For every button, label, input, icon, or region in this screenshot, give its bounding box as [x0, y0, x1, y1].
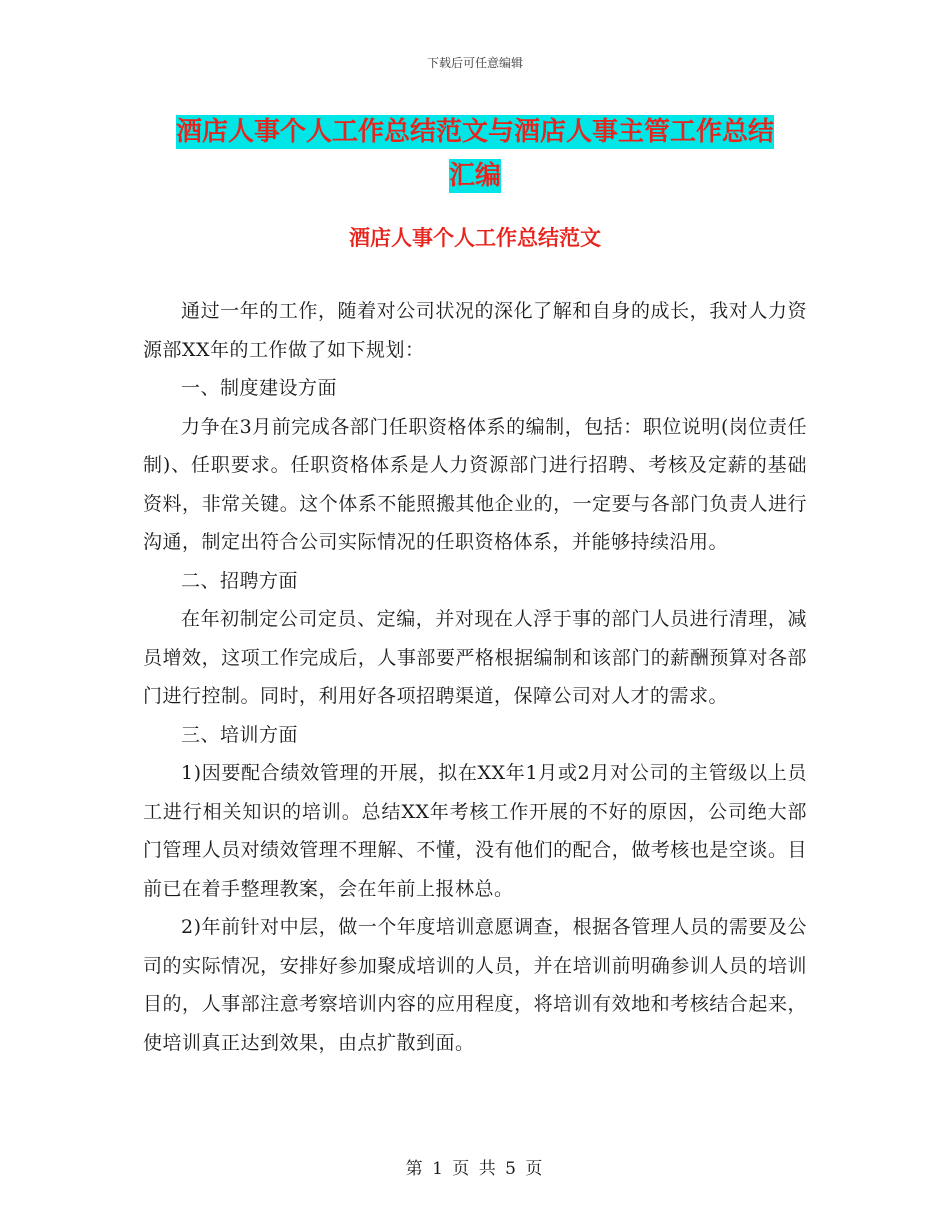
paragraph-training-2: 2)年前针对中层，做一个年度培训意愿调查，根据各管理人员的需要及公司的实际情况，安排好参加聚成培训的人员，并在培训前明确参训人员的培训目的，人事部注意考察培训内容的应用程度，将培训有效地和考核结合起来，使培训真正达到效果，由点扩散到面。: [143, 916, 807, 1054]
heading-system-construction: 一、制度建设方面: [181, 377, 338, 399]
paragraph-recruitment: 在年初制定公司定员、定编，并对现在人浮于事的部门人员进行清理，减员增效，这项工作完成后，人事部要严格根据编制和该部门的薪酬预算对各部门进行控制。同时，利用好各项招聘渠道，保障公司对人才的需求。: [143, 608, 807, 707]
body-text: [143, 292, 807, 1062]
section-title: 酒店人事个人工作总结范文: [349, 225, 601, 250]
heading-recruitment: 二、招聘方面: [181, 569, 299, 592]
paragraph-intro: 通过一年的工作，随着对公司状况的深化了解和自身的成长，我对人力资源部XX年的工作做了如下规划：: [143, 300, 807, 361]
heading-training: 三、培训方面: [181, 723, 299, 746]
paragraph-system-construction: 力争在3月前完成各部门任职资格体系的编制，包括：职位说明(岗位责任制)、任职要求。任职资格体系是人力资源部门进行招聘、考核及定薪的基础资料，非常关键。这个体系不能照搬其他企业的，一定要与各部门负责人进行沟通，制定出符合公司实际情况的任职资格体系，并能够持续沿用。: [143, 415, 807, 553]
document-title: [150, 110, 800, 198]
header-note: 下载后可任意编辑: [426, 56, 523, 70]
paragraph-training-1: 1)因要配合绩效管理的开展，拟在XX年1月或2月对公司的主管级以上员工进行相关知识的培训。总结XX年考核工作开展的不好的原因，公司绝大部门管理人员对绩效管理不理解、不懂，没有他们的配合，做考核也是空谈。目前已在着手整理教案，会在年前上报林总。: [143, 762, 807, 900]
document-title-line2: 汇编: [448, 161, 501, 191]
document-title-line1: 酒店人事个人工作总结范文与酒店人事主管工作总结: [175, 117, 774, 147]
page-footer: 第 1 页 共 5 页: [405, 1159, 545, 1179]
